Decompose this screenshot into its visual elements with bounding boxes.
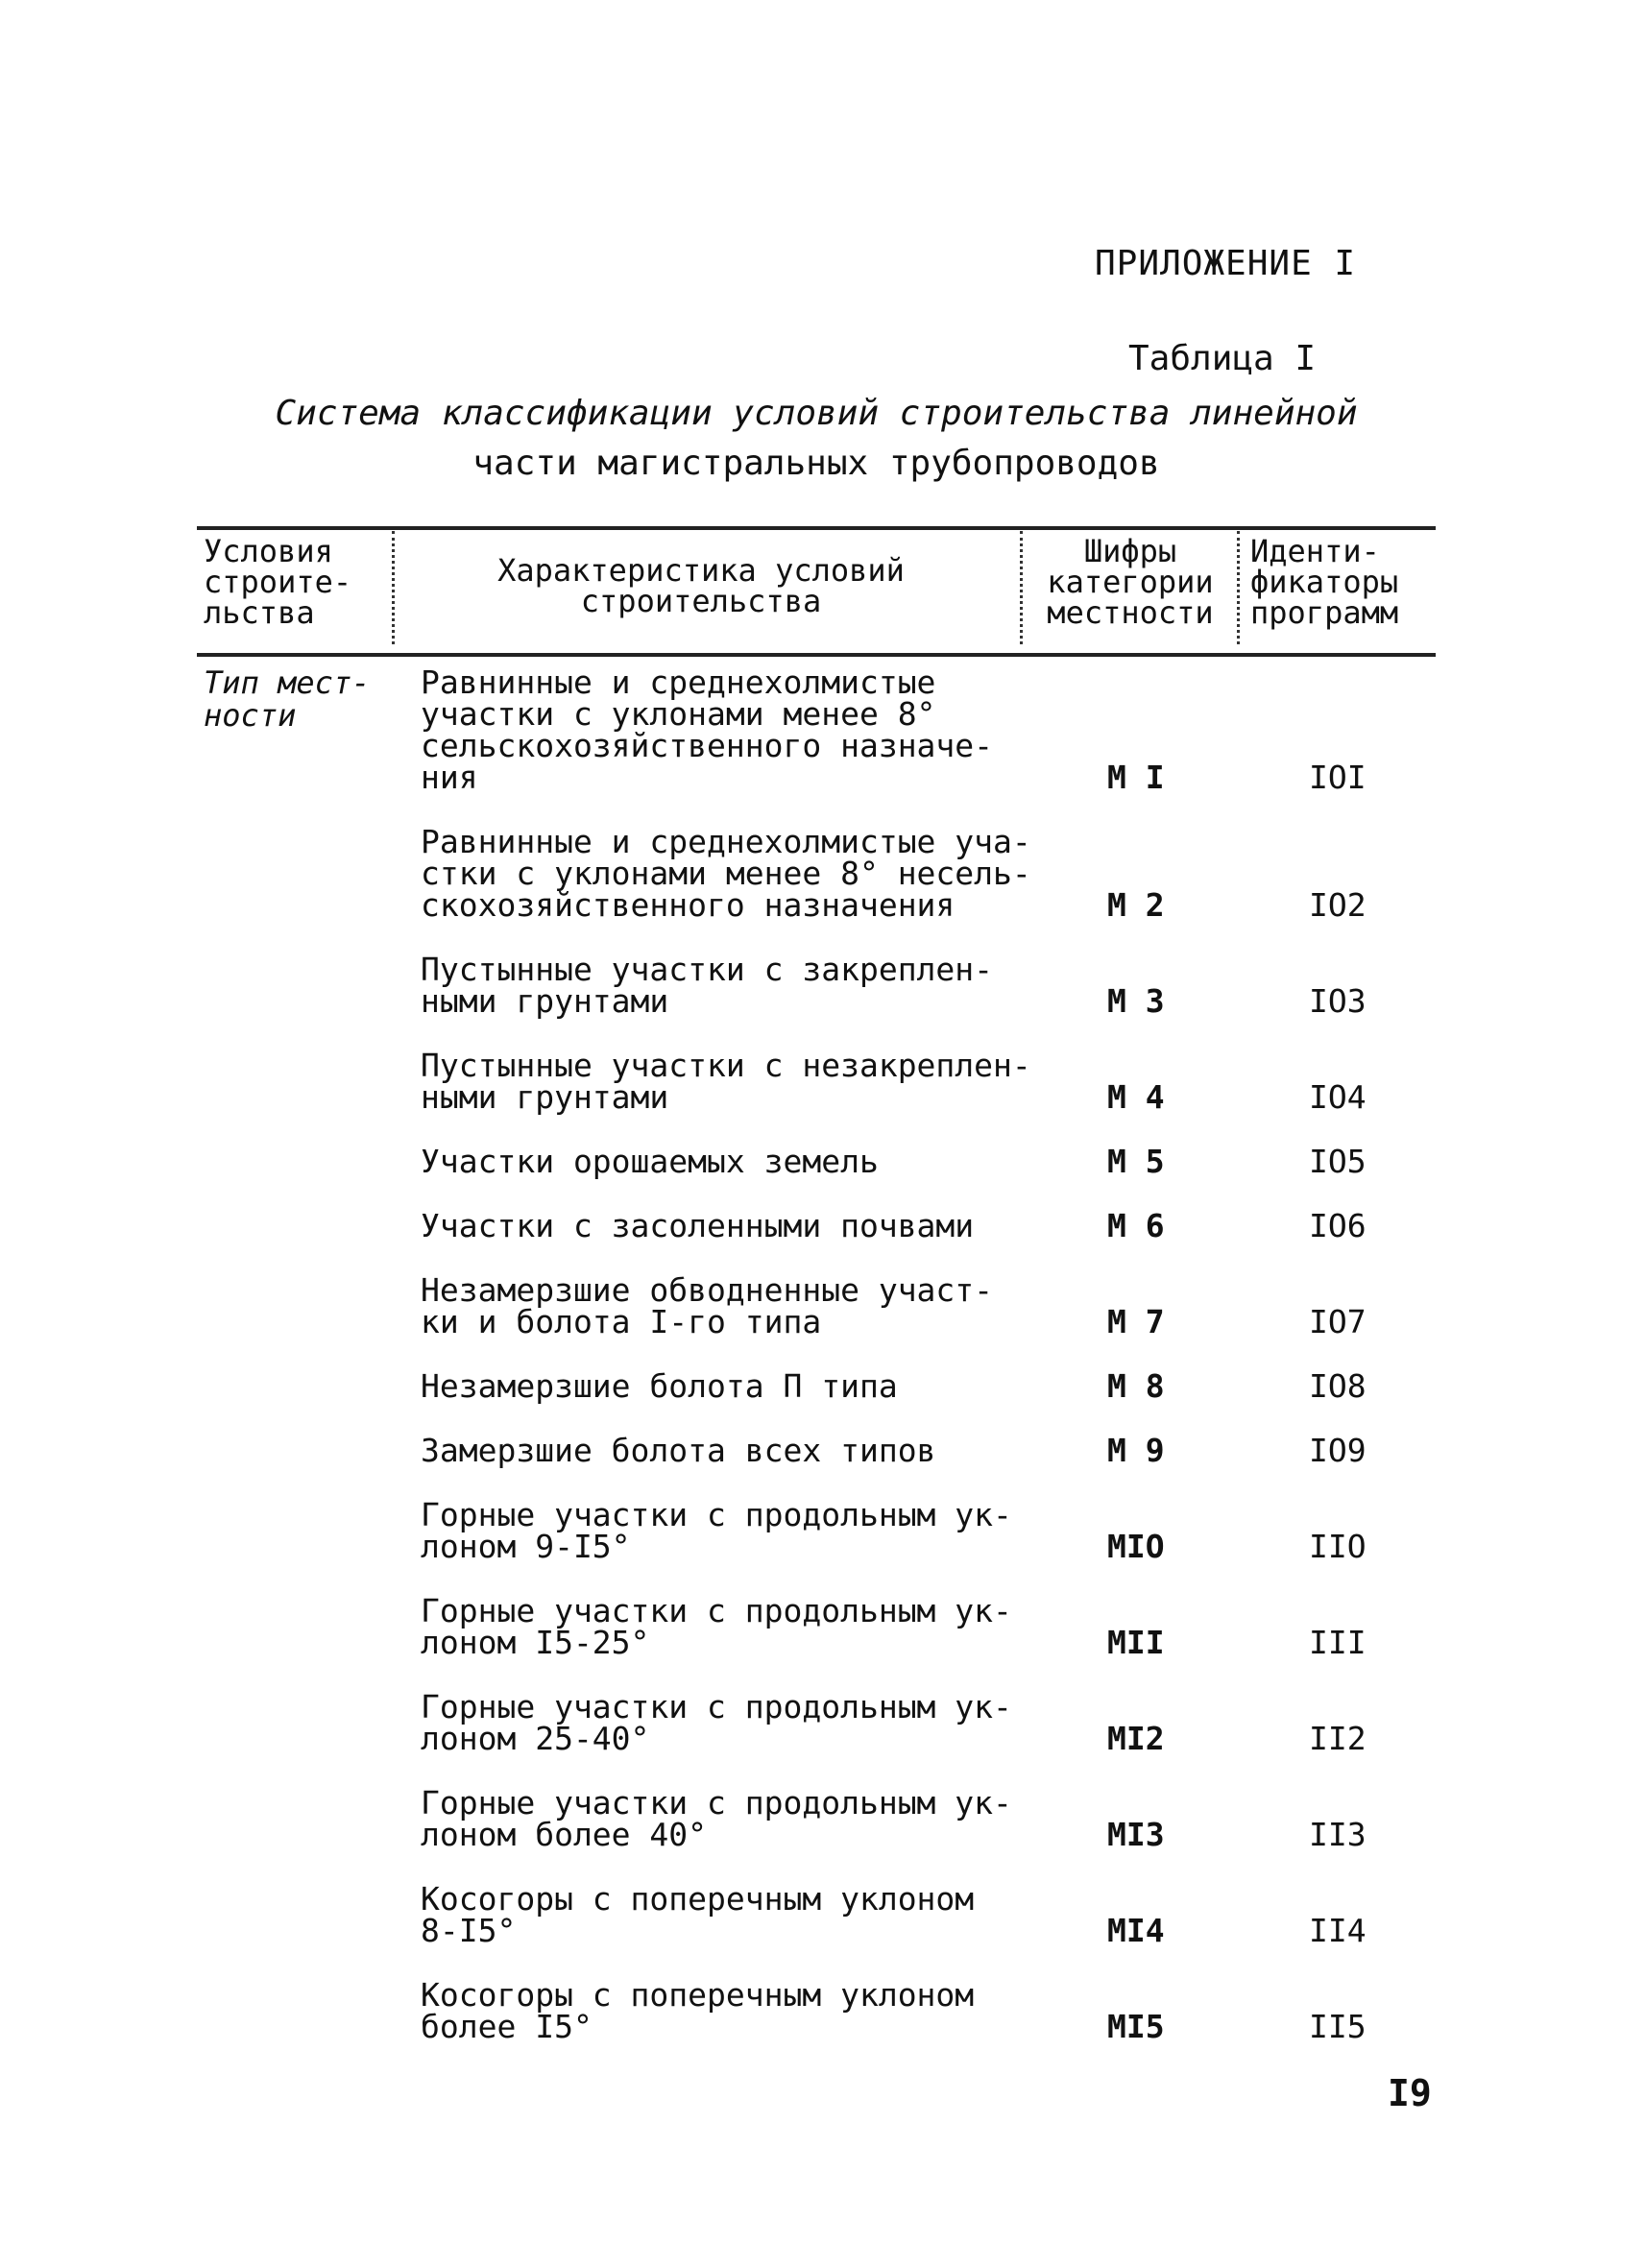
header-line: Условия xyxy=(204,533,333,569)
row-code: МII xyxy=(1107,1624,1165,1661)
row-description: Участки орошаемых земель xyxy=(421,1143,879,1180)
table-row xyxy=(421,951,1477,1020)
row-identifier: III xyxy=(1309,1624,1367,1661)
table-row xyxy=(421,664,1477,796)
table-row xyxy=(421,1367,1477,1405)
terrain-type-label: Тип мест- ности xyxy=(204,664,371,734)
row-description: Участки с засоленными почвами xyxy=(421,1207,975,1244)
row-description: Косогоры с поперечным уклоном более I5° xyxy=(421,1976,975,2045)
header-characteristics xyxy=(403,552,999,619)
row-code: М 7 xyxy=(1107,1303,1165,1340)
row-description: Равнинные и среднехолмистые уча- стки с уклонами менее 8° несель- скохозяйственного назначения xyxy=(421,823,1031,924)
header-line: местности xyxy=(1047,594,1214,631)
header-line: категории xyxy=(1047,564,1214,600)
header-codes xyxy=(1020,533,1241,631)
page-number: I9 xyxy=(1388,2072,1432,2114)
row-code: М 8 xyxy=(1107,1367,1165,1405)
row-identifier: IO6 xyxy=(1309,1207,1367,1244)
row-identifier: IO3 xyxy=(1309,982,1367,1020)
row-code: М I xyxy=(1107,759,1165,796)
table-number: Таблица I xyxy=(1128,339,1317,378)
row-identifier: IOI xyxy=(1309,759,1367,796)
row-description: Пустынные участки с незакреплен- ными грунтами xyxy=(421,1047,1031,1116)
row-code: МI3 xyxy=(1107,1816,1165,1853)
row-code: М 4 xyxy=(1107,1078,1165,1116)
table-row xyxy=(421,1784,1477,1853)
row-code: МI2 xyxy=(1107,1720,1165,1757)
table-row xyxy=(421,823,1477,924)
table-row xyxy=(421,1143,1477,1180)
header-line: Иденти- xyxy=(1250,533,1380,569)
header-line: строительства xyxy=(580,583,822,619)
row-description: Пустынные участки с закреплен- ными грунтами xyxy=(421,951,994,1020)
row-description: Равнинные и среднехолмистые участки с уклонами менее 8° сельскохозяйственного назначе- ния xyxy=(421,664,994,796)
row-identifier: II4 xyxy=(1309,1912,1367,1949)
column-divider xyxy=(1237,531,1240,644)
row-identifier: II5 xyxy=(1309,2008,1367,2045)
row-identifier: II2 xyxy=(1309,1720,1367,1757)
table-body xyxy=(421,666,1477,2075)
table-row xyxy=(421,1047,1477,1116)
row-code: М 9 xyxy=(1107,1432,1165,1469)
row-description: Незамерзшие болота П типа xyxy=(421,1367,898,1405)
row-identifier: IO2 xyxy=(1309,886,1367,924)
row-code: МI5 xyxy=(1107,2008,1165,2045)
table-row xyxy=(421,1880,1477,1949)
row-code: МI4 xyxy=(1107,1912,1165,1949)
column-divider xyxy=(392,531,395,644)
row-identifier: IIO xyxy=(1309,1528,1367,1565)
table-row xyxy=(421,1496,1477,1565)
row-code: М 6 xyxy=(1107,1207,1165,1244)
header-line: Шифры xyxy=(1083,533,1177,569)
row-identifier: II3 xyxy=(1309,1816,1367,1853)
row-identifier: IO4 xyxy=(1309,1078,1367,1116)
row-code: М 3 xyxy=(1107,982,1165,1020)
row-code: МIO xyxy=(1107,1528,1165,1565)
row-code: М 5 xyxy=(1107,1143,1165,1180)
row-identifier: IO9 xyxy=(1309,1432,1367,1469)
header-line: Характеристика условий xyxy=(497,552,905,589)
table-row xyxy=(421,1271,1477,1340)
table-top-rule xyxy=(197,526,1436,530)
header-line: фикаторы xyxy=(1250,564,1399,600)
row-identifier: IO5 xyxy=(1309,1143,1367,1180)
table-row xyxy=(421,1592,1477,1661)
row-description: Замерзшие болота всех типов xyxy=(421,1432,936,1469)
table-row xyxy=(421,1688,1477,1757)
row-description: Горные участки с продольным ук- лоном I5-25° xyxy=(421,1592,1012,1661)
header-line: льства xyxy=(204,594,315,631)
row-description: Горные участки с продольным ук- лоном 25-40° xyxy=(421,1688,1012,1757)
row-identifier: IO8 xyxy=(1309,1367,1367,1405)
table-caption-line2: части магистральных трубопроводов xyxy=(472,444,1160,483)
table-header-rule xyxy=(197,653,1436,657)
table-row xyxy=(421,1207,1477,1244)
header-identifiers xyxy=(1250,533,1442,631)
row-description: Незамерзшие обводненные участ- ки и болота I-го типа xyxy=(421,1271,994,1340)
header-line: строите- xyxy=(204,564,352,600)
table-row xyxy=(421,1976,1477,2045)
row-description: Горные участки с продольным ук- лоном 9-I5° xyxy=(421,1496,1012,1565)
row-description: Горные участки с продольным ук- лоном более 40° xyxy=(421,1784,1012,1853)
row-description: Косогоры с поперечным уклоном 8-I5° xyxy=(421,1880,975,1949)
appendix-label: ПРИЛОЖЕНИЕ I xyxy=(1095,244,1357,283)
table-caption-line1: Система классификации условий строительства линейной xyxy=(275,394,1358,433)
header-conditions xyxy=(204,533,386,631)
header-line: программ xyxy=(1250,594,1399,631)
row-code: М 2 xyxy=(1107,886,1165,924)
table-row xyxy=(421,1432,1477,1469)
row-identifier: IO7 xyxy=(1309,1303,1367,1340)
